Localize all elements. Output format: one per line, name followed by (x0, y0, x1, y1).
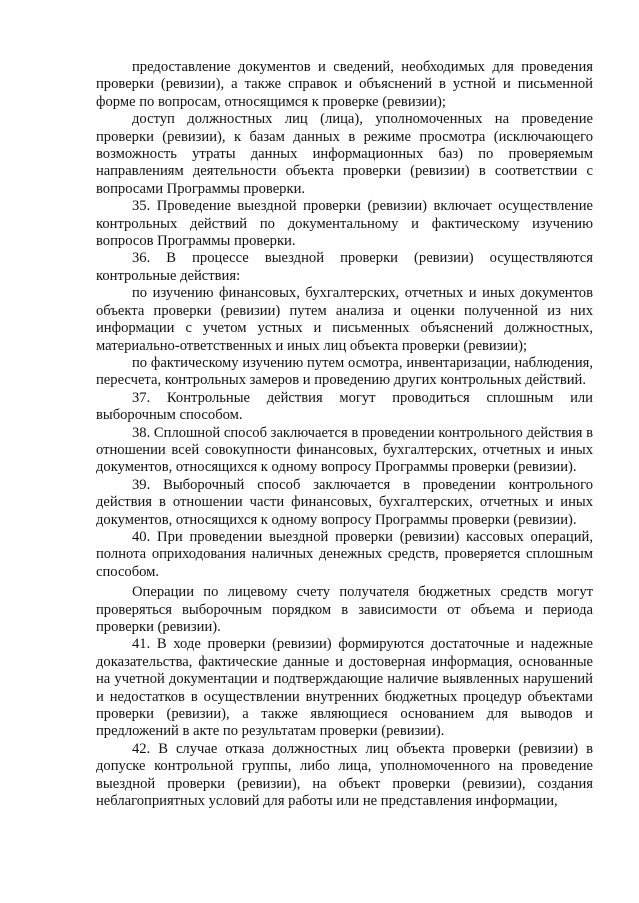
paragraph-item-37: 37. Контрольные действия могут проводиться сплошным или выборочным способом. (96, 389, 593, 424)
paragraph-item-42: 42. В случае отказа должностных лиц объекта проверки (ревизии) в допуске контрольной группы, либо лица, уполномоченного на проведение выездной проверки (ревизии), на объект проверки (ревизии), создания неблагоприятных условий для работы или не представления информации, (96, 740, 593, 810)
paragraph-item-36-factual: по фактическому изучению путем осмотра, инвентаризации, наблюдения, пересчета, контрольных замеров и проведению других контрольных действий. (96, 354, 593, 389)
document-page (96, 59, 593, 810)
paragraph-item-40: 40. При проведении выездной проверки (ревизии) кассовых операций, полнота оприходования наличных денежных средств, проверяется сплошным способом. (96, 528, 593, 580)
paragraph-item-36-documentary: по изучению финансовых, бухгалтерских, отчетных и иных документов объекта проверки (ревизии) путем анализа и оценки полученной из них информации с учетом устных и письменных объяснений должностных, материально-ответственных и иных лиц объекта проверки (ревизии); (96, 285, 593, 354)
paragraph-item-40-operations: Операции по лицевому счету получателя бюджетных средств могут проверяться выборочным порядком в зависимости от объема и периода проверки (ревизии). (96, 584, 593, 635)
paragraph-item-36: 36. В процессе выездной проверки (ревизии) осуществляются контрольные действия: (96, 250, 593, 284)
paragraph-item-39: 39. Выборочный способ заключается в проведении контрольного действия в отношении части финансовых, бухгалтерских, отчетных и иных документов, относящихся к одному вопросу Программы проверки (ревизии). (96, 476, 593, 528)
paragraph-access-databases: доступ должностных лиц (лица), уполномоченных на проведение проверки (ревизии), к базам данных в режиме просмотра (исключающего возможность утраты данных информационных баз) по проверяемым направлениям деятельности объекта проверки (ревизии) в соответствии с вопросами Программы проверки. (96, 111, 593, 197)
paragraph-item-38: 38. Сплошной способ заключается в проведении контрольного действия в отношении всей совокупности финансовых, бухгалтерских, отчетных и иных документов, относящихся к одному вопросу Программы проверки (ревизии). (96, 424, 593, 476)
paragraph-item-35: 35. Проведение выездной проверки (ревизии) включает осуществление контрольных действий по документальному и фактическому изучению вопросов Программы проверки. (96, 198, 593, 250)
paragraph-access-documents: предоставление документов и сведений, необходимых для проведения проверки (ревизии), а также справок и объяснений в устной и письменной форме по вопросам, относящимся к проверке (ревизии); (96, 59, 593, 110)
paragraph-item-41: 41. В ходе проверки (ревизии) формируются достаточные и надежные доказательства, фактические данные и достоверная информация, основанные на учетной документации и подтверждающие наличие выявленных нарушений и недостатков в осуществлении внутренних бюджетных процедур объектами проверки (ревизии), а также являющиеся основанием для выводов и предложений в акте по результатам проверки (ревизии). (96, 636, 593, 740)
